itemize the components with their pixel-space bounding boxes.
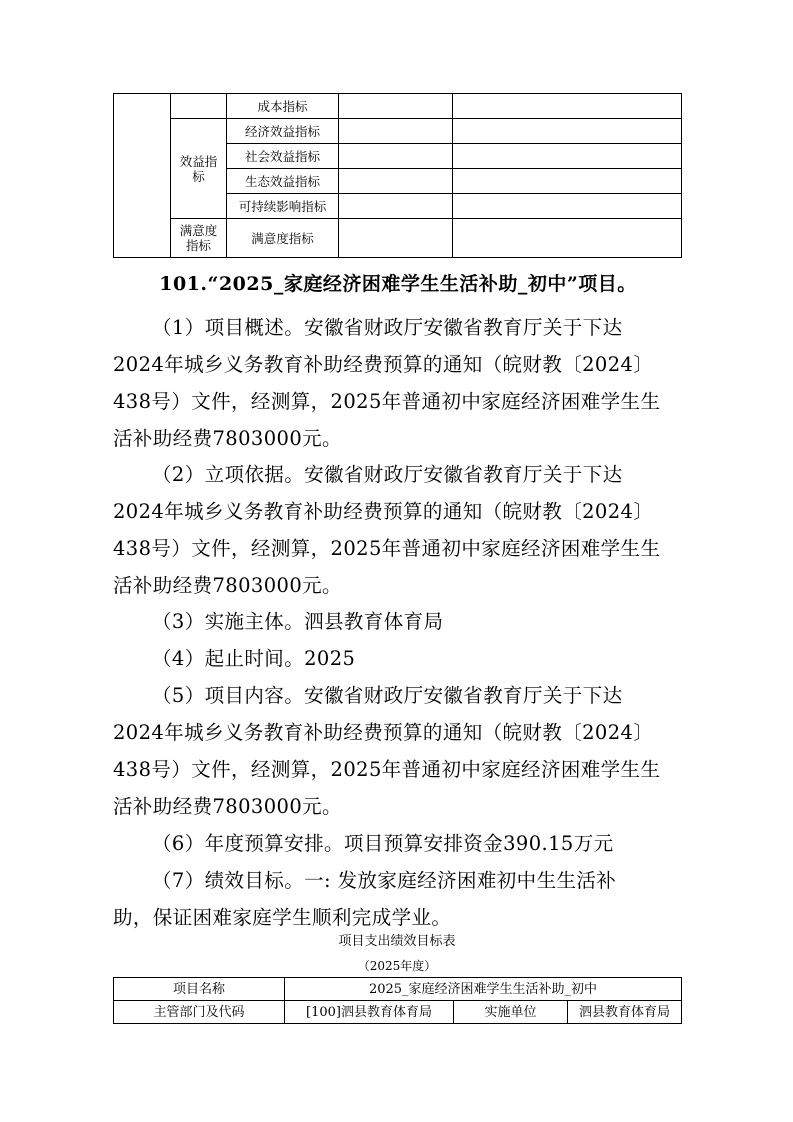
benefit-indicator-group-cell: [171, 119, 227, 219]
implementer-label: 实施单位: [454, 1001, 568, 1024]
project-name-value: 2025_家庭经济困难学生生活补助_初中: [285, 978, 682, 1001]
table-cell-blank: [453, 219, 682, 258]
benefit-group-label: 效益指标: [179, 153, 218, 184]
table-row: [114, 119, 682, 144]
paragraph-goal: [113, 862, 688, 936]
table-cell-blank: [453, 169, 682, 194]
table-cell-blank: [114, 94, 171, 258]
table-cell-blank: [453, 119, 682, 144]
paragraph-line: （2）立项依据。安徽省财政厅安徽省教育厅关于下达: [152, 463, 623, 486]
paragraph-line: 活补助经费7803000元。: [113, 795, 342, 818]
social-benefit-cell: 社会效益指标: [227, 144, 339, 169]
paragraph-line: 438号）文件，经测算，2025年普通初中家庭经济困难学生生: [113, 758, 661, 781]
project-name-label: 项目名称: [114, 978, 285, 1001]
paragraph-implementer: （3）实施主体。泗县教育体育局: [152, 610, 444, 633]
department-label: 主管部门及代码: [114, 1001, 285, 1024]
paragraph-line: 438号）文件，经测算，2025年普通初中家庭经济困难学生生: [113, 390, 661, 413]
table-row: [114, 978, 682, 1001]
paragraph-overview: [113, 309, 688, 457]
table-cell-blank: [339, 94, 453, 119]
section-heading: 101.“2025_家庭经济困难学生生活补助_初中”项目。: [159, 273, 637, 295]
paragraph-line: （7）绩效目标。一: 发放家庭经济困难初中生生活补: [152, 869, 617, 892]
paragraph-line: 2024年城乡义务教育补助经费预算的通知（皖财教〔2024〕: [113, 500, 654, 523]
paragraph-budget: （6）年度预算安排。项目预算安排资金390.15万元: [152, 832, 614, 855]
implementer-value: 泗县教育体育局: [568, 1001, 682, 1024]
table-cell-blank: [453, 94, 682, 119]
satisfaction-group-cell: [171, 219, 227, 258]
department-value: [100]泗县教育体育局: [285, 1001, 454, 1024]
table-title: 项目支出绩效目标表: [338, 934, 456, 949]
paragraph-line: 助，保证困难家庭学生顺利完成学业。: [113, 906, 452, 929]
paragraph-line: （5）项目内容。安徽省财政厅安徽省教育厅关于下达: [152, 684, 623, 707]
paragraph-basis: [113, 456, 688, 604]
paragraph-content: [113, 677, 688, 825]
satisfaction-group-label: 满意度指标: [179, 223, 218, 253]
cost-indicator-cell: 成本指标: [227, 94, 339, 119]
paragraph-line: 2024年城乡义务教育补助经费预算的通知（皖财教〔2024〕: [113, 721, 654, 744]
paragraph-line: 438号）文件，经测算，2025年普通初中家庭经济困难学生生: [113, 537, 661, 560]
ecological-benefit-cell: 生态效益指标: [227, 169, 339, 194]
table-cell-blank: [453, 194, 682, 219]
table-cell-blank: [339, 144, 453, 169]
table-cell-blank: [339, 119, 453, 144]
table-row: [114, 1001, 682, 1024]
table-subtitle: （2025年度）: [357, 959, 437, 973]
paragraph-period: （4）起止时间。2025: [152, 647, 356, 670]
table-cell-blank: [339, 194, 453, 219]
paragraph-line: 活补助经费7803000元。: [113, 574, 342, 597]
table-cell-blank: [339, 169, 453, 194]
table-row: [114, 219, 682, 258]
indicator-table-continuation: [113, 93, 682, 258]
table-cell-blank: [171, 94, 227, 119]
paragraph-line: 活补助经费7803000元。: [113, 427, 342, 450]
table-cell-blank: [453, 144, 682, 169]
sustainable-impact-cell: 可持续影响指标: [227, 194, 339, 219]
table-row: [114, 94, 682, 119]
paragraph-line: 2024年城乡义务教育补助经费预算的通知（皖财教〔2024〕: [113, 353, 654, 376]
economic-benefit-cell: 经济效益指标: [227, 119, 339, 144]
paragraph-line: （1）项目概述。安徽省财政厅安徽省教育厅关于下达: [152, 316, 623, 339]
performance-target-table: [113, 977, 682, 1024]
satisfaction-indicator-cell: 满意度指标: [227, 219, 339, 258]
table-cell-blank: [339, 219, 453, 258]
